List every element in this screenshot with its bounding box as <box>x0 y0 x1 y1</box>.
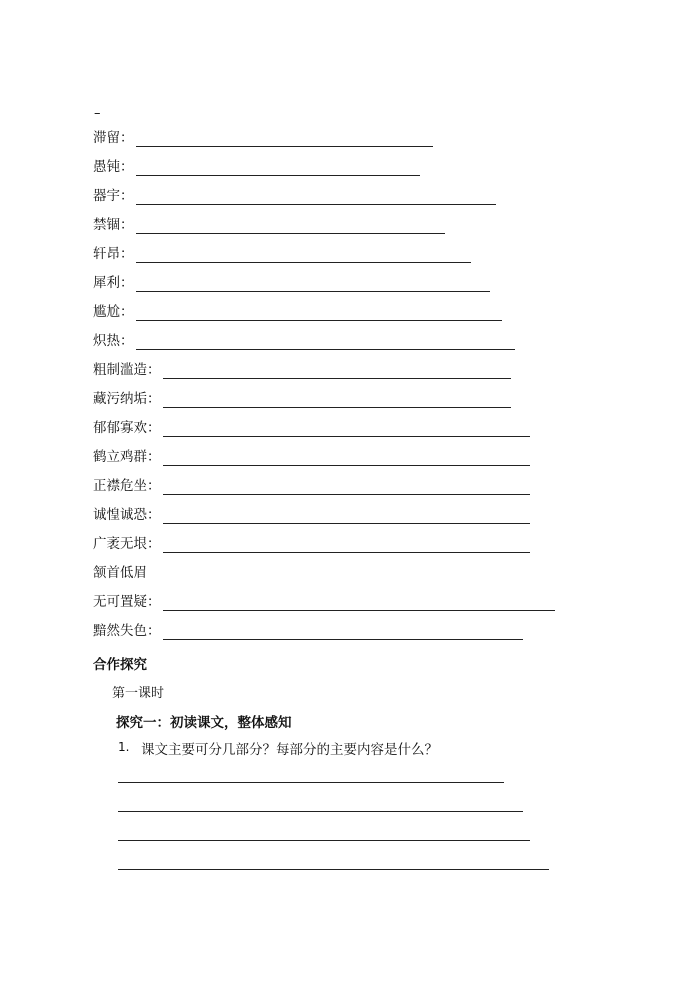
answer-blank[interactable] <box>163 424 530 437</box>
vocab-row <box>93 129 433 147</box>
answer-blank[interactable] <box>136 163 420 176</box>
lesson-title: 第一课时 <box>112 686 165 701</box>
vocab-row <box>93 564 147 582</box>
vocab-row <box>93 477 530 495</box>
vocab-term: 滞留： <box>93 130 134 146</box>
answer-blank[interactable] <box>163 627 523 640</box>
explore-title: 探究一：初读课文，整体感知 <box>116 715 292 731</box>
vocab-term: 器宇： <box>93 188 134 204</box>
vocab-row <box>93 506 530 524</box>
vocab-term: 鹤立鸡群： <box>93 449 161 465</box>
vocab-row <box>93 361 511 379</box>
answer-blank[interactable] <box>136 337 515 350</box>
answer-blank[interactable] <box>136 221 445 234</box>
answer-blank[interactable] <box>163 453 530 466</box>
vocab-row <box>93 593 555 611</box>
vocab-term: 禁锢： <box>93 217 134 233</box>
question-text: 课文主要可分几部分？每部分的主要内容是什么？ <box>141 742 438 758</box>
answer-blank[interactable] <box>136 279 490 292</box>
vocab-term: 尴尬： <box>93 304 134 320</box>
vocab-term: 广袤无垠： <box>93 536 161 552</box>
answer-blank[interactable] <box>163 540 530 553</box>
vocab-row <box>93 419 530 437</box>
vocab-term: 愚钝： <box>93 159 134 175</box>
vocab-term: 正襟危坐： <box>93 478 161 494</box>
vocab-term: 郁郁寡欢： <box>93 420 161 436</box>
answer-blank[interactable] <box>163 395 511 408</box>
answer-blank[interactable] <box>136 192 496 205</box>
vocab-row <box>93 187 496 205</box>
answer-blank[interactable] <box>163 511 530 524</box>
answer-line[interactable] <box>118 782 504 783</box>
vocab-row <box>93 303 502 321</box>
vocab-term: 炽热： <box>93 333 134 349</box>
vocab-row <box>93 390 511 408</box>
vocab-term: 诚惶诚恐： <box>93 507 161 523</box>
answer-blank[interactable] <box>136 250 471 263</box>
vocab-row <box>93 245 471 263</box>
vocab-term: 犀利： <box>93 275 134 291</box>
answer-blank[interactable] <box>163 366 511 379</box>
answer-blank[interactable] <box>163 482 530 495</box>
vocab-term: 藏污纳垢： <box>93 391 161 407</box>
answer-blank[interactable] <box>136 134 433 147</box>
question-number: 1. <box>118 740 130 754</box>
answer-blank[interactable] <box>136 308 502 321</box>
vocab-term: 颔首低眉 <box>93 565 147 581</box>
vocab-row <box>93 274 490 292</box>
vocab-row <box>93 158 420 176</box>
vocab-term: 轩昂： <box>93 246 134 262</box>
vocab-row <box>93 332 515 350</box>
vocab-row <box>93 216 445 234</box>
vocab-term: 黯然失色： <box>93 623 161 639</box>
vocab-row <box>93 622 523 640</box>
vocab-term: 粗制滥造： <box>93 362 161 378</box>
answer-blank[interactable] <box>163 598 555 611</box>
answer-line[interactable] <box>118 840 530 841</box>
answer-line[interactable] <box>118 811 523 812</box>
vocab-term: 无可置疑： <box>93 594 161 610</box>
answer-line[interactable] <box>118 869 549 870</box>
vocab-row <box>93 448 530 466</box>
vocab-row <box>93 535 530 553</box>
page-dash: – <box>94 106 101 121</box>
section-heading: 合作探究 <box>93 657 147 673</box>
